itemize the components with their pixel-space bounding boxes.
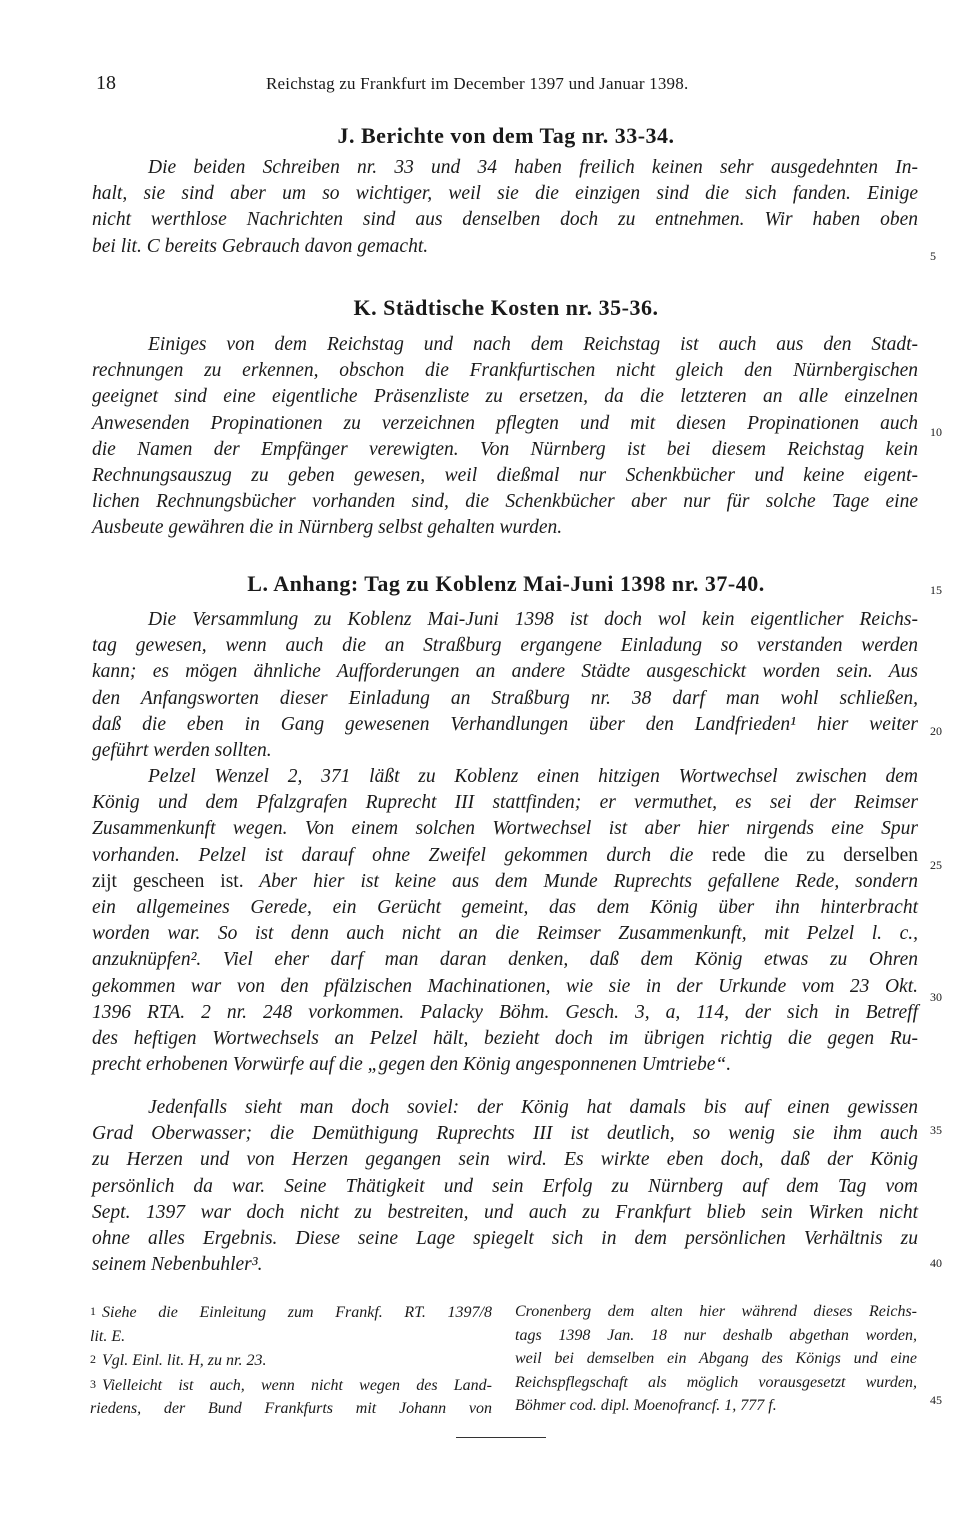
text-line: tag gewesen, wenn auch die an Straßburg ergangene Einladung so verstanden werden <box>92 635 918 657</box>
margin-line-number: 45 <box>930 1393 942 1407</box>
margin-line-number: 25 <box>930 858 942 872</box>
text-line: 1396 RTA. 2 nr. 248 vorkommen. Palacky Böhm. Gesch. 3, a, 114, der sich in Betreff <box>92 1001 918 1023</box>
text-line: halt, sie sind aber um so wichtiger, weil sie die einzigen sind die sich fanden. Einige <box>92 183 918 205</box>
margin-line-number: 20 <box>930 724 942 738</box>
italic-run: vorhanden. Pelzel ist darauf ohne Zweifel gekommen durch die <box>92 844 694 866</box>
section-l-paragraph-2 <box>92 764 918 1078</box>
text-line: zu Herzen und von Herzen gegangen sein wird. Es wirkte eben doch, daß der König <box>92 1149 918 1171</box>
footnote-line: lit. E. <box>90 1327 126 1345</box>
text-line: lichen Rechnungsbücher vorhanden sind, die Schenkbücher aber nur für solche Tage eine <box>92 491 918 513</box>
footnote-line: Böhmer cod. dipl. Moenofrancf. 1, 777 f. <box>515 1397 777 1415</box>
section-l-paragraph-3 <box>92 1095 918 1278</box>
footnote-line: Cronenberg dem alten hier während dieses Reichs- <box>515 1303 917 1320</box>
text-line: worden war. So ist denn auch nicht an die Reimser Zusammenkunft, mit Pelzel l. c., <box>92 923 918 945</box>
running-head: Reichstag zu Frankfurt im December 1397 und Januar 1398. <box>266 74 689 93</box>
text-line: den Anfangsworten dieser Einladung an Straßburg nr. 38 darf man wohl schließen, <box>92 687 918 709</box>
text-line: nicht werthlose Nachrichten sind aus denselben doch zu entnehmen. Wir haben oben <box>92 209 918 231</box>
text-line: Rechnungsauszug zu geben gewesen, weil dießmal nur Schenkbücher und keine eigent- <box>92 464 918 486</box>
margin-line-number: 5 <box>930 249 936 263</box>
margin-line-number: 10 <box>930 425 942 439</box>
text-line: Die beiden Schreiben nr. 33 und 34 haben freilich keinen sehr ausgedehnten In- <box>148 157 918 178</box>
text-line: Grad Oberwasser; die Demüthigung Ruprechts III ist deutlich, so wenig sie ihm auch <box>92 1123 918 1145</box>
text-line: bei lit. C bereits Gebrauch davon gemacht. <box>92 235 429 257</box>
footnote-line: Reichspflegschaft als möglich vorausgesetzt wurden, <box>515 1373 917 1391</box>
text-line: daß die eben in Gang gewesenen Verhandlungen über den Landfrieden¹ hier weiter <box>92 713 918 735</box>
italic-run: Aber hier ist keine aus dem Munde Ruprechts gefallene Rede, sondern <box>259 870 918 892</box>
section-k-paragraph <box>92 332 918 542</box>
section-k-heading: K. Städtische Kosten nr. 35-36. <box>353 295 659 320</box>
text-line: rechnungen zu erkennen, obschon die Frankfurtischen nicht gleich den Nürnbergischen <box>92 360 918 382</box>
margin-line-number: 35 <box>930 1123 942 1137</box>
footnote-line: riedens, der Bund Frankfurts mit Johann von <box>90 1400 492 1418</box>
text-line: Einiges von dem Reichstag und nach dem Reichstag ist auch aus den Stadt- <box>148 334 918 355</box>
section-j-heading: J. Berichte von dem Tag nr. 33-34. <box>337 123 675 148</box>
text-line: Zusammenkunft wegen. Von einem solchen Wortwechsel ist aber hier nirgends eine Spur <box>92 818 918 840</box>
text-line: Die Versammlung zu Koblenz Mai-Juni 1398 ist doch wol kein eigentlicher Reichs- <box>148 609 918 630</box>
quoted-source-text: rede die zu derselben <box>711 844 919 866</box>
footnotes-left-column <box>90 1300 492 1421</box>
footnote-1: 1 Siehe die Einleitung zum Frankf. RT. 1397/8 <box>90 1304 492 1321</box>
section-l-paragraph-1 <box>92 607 918 764</box>
text-line: ohne alles Ergebnis. Diese seine Lage spiegelt sich in dem persönlichen Verhältnis zu <box>92 1227 918 1249</box>
text-line: ein allgemeines Gerede, ein Gerücht gemeint, das dem König über ihn hinterbracht <box>92 896 918 918</box>
text-line: König und dem Pfalzgrafen Ruprecht III stattfinden; er vermuthet, es sei der Reimser <box>92 792 918 814</box>
footnote-line: weil bei demselben ein Abgang des Königs und eine <box>515 1350 917 1368</box>
text-line: Jedenfalls sieht man doch soviel: der König hat damals bis auf einen gewissen <box>148 1097 918 1118</box>
footnote-2: 2 Vgl. Einl. lit. H, zu nr. 23. <box>90 1352 267 1370</box>
quoted-source-text: zijt gescheen ist. <box>92 870 244 892</box>
margin-line-number: 40 <box>930 1256 942 1270</box>
section-j-paragraph <box>92 155 918 260</box>
text-line: persönlich da war. Seine Thätigkeit und sein Erfolg zu Nürnberg auf dem Tag vom <box>92 1175 918 1197</box>
footnote-line: tags 1398 Jan. 18 nur deshalb abgethan worden, <box>515 1326 917 1344</box>
text-line: des heftigen Wortwechsels an Pelzel hält, bezieht doch im übrigen richtig die gegen Ru- <box>92 1027 918 1049</box>
text-line: Ausbeute gewähren die in Nürnberg selbst gehalten wurden. <box>92 517 563 539</box>
text-line: kann; es mögen ähnliche Aufforderungen an andere Städte ausgeschickt worden sein. Aus <box>92 661 918 683</box>
section-l-heading: L. Anhang: Tag zu Koblenz Mai-Juni 1398 nr. 37-40. <box>247 571 765 596</box>
text-line <box>92 843 918 869</box>
text-line: seinem Nebenbuhler³. <box>92 1254 263 1276</box>
margin-line-number: 30 <box>930 990 942 1004</box>
text-line <box>92 869 918 895</box>
footnote-3: 3 Vielleicht ist auch, wenn nicht wegen des Land- <box>90 1376 492 1394</box>
footnotes-right-column <box>515 1300 917 1418</box>
text-line: Pelzel Wenzel 2, 371 läßt zu Koblenz einen hitzigen Wortwechsel zwischen dem <box>148 766 918 787</box>
text-line: die Namen der Empfänger verewigten. Von Nürnberg ist bei diesem Reichstag kein <box>92 438 918 460</box>
text-line: anzuknüpfen². Viel eher darf man daran denken, daß dem König etwas zu Ohren <box>92 949 918 971</box>
text-line: gekommen war von den pfälzischen Machinationen, wie sie in der Urkunde vom 23 Okt. <box>92 975 918 997</box>
bottom-divider <box>456 1437 546 1438</box>
text-line: Anwesenden Propinationen zu verzeichnen pflegten und mit diesen Propinationen auch <box>92 412 918 434</box>
text-line: geeignet sind eine eigentliche Präsenzliste zu ersetzen, da die letzteren an alle einzelnen <box>92 386 918 408</box>
text-line: geführt werden sollten. <box>92 739 272 761</box>
text-line: Sept. 1397 war doch nicht zu bestreiten, und auch zu Frankfurt blieb sein Wirken nicht <box>92 1201 918 1223</box>
page-number: 18 <box>96 72 116 94</box>
page-header <box>96 72 916 102</box>
text-line: precht erhobenen Vorwürfe auf die „gegen den König angesponnenen Umtriebe“. <box>92 1054 732 1076</box>
margin-line-number: 15 <box>930 583 942 597</box>
